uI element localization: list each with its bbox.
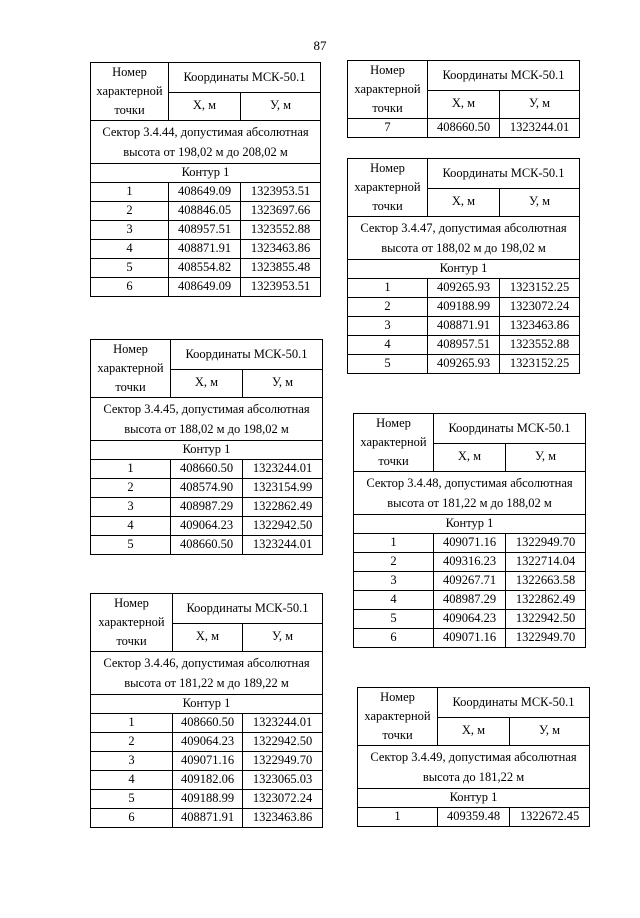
table-row [354, 572, 586, 591]
contour-caption: Контур 1 [91, 164, 321, 183]
x-value: 409316.23 [434, 553, 506, 572]
y-value: 1323244.01 [500, 119, 580, 138]
y-value: 1323953.51 [241, 183, 321, 202]
x-value: 409267.71 [434, 572, 506, 591]
x-header: X, м [169, 92, 241, 120]
x-value: 409265.93 [428, 279, 500, 298]
coordinates-table-sector-3-4-49 [357, 687, 590, 827]
point-number: 1 [91, 183, 169, 202]
y-value: 1322862.49 [243, 498, 323, 517]
point-number: 4 [348, 336, 428, 355]
coordinates-table-sector-3-4-47 [347, 158, 580, 374]
y-value: 1323463.86 [241, 240, 321, 259]
contour-caption: Контур 1 [354, 515, 586, 534]
table-row [91, 460, 323, 479]
sector-caption: Сектор 3.4.48, допустимая абсолютная высота от 181,22 м до 188,02 м [354, 472, 586, 515]
coordinates-header: Координаты МСК-50.1 [173, 594, 323, 624]
sector-caption: Сектор 3.4.46, допустимая абсолютная высота от 181,22 м до 189,22 м [91, 652, 323, 695]
table-row [348, 119, 580, 138]
coordinates-header: Координаты МСК-50.1 [171, 340, 323, 370]
coordinates-table-sector-3-4-46 [90, 593, 323, 828]
y-value: 1323855.48 [241, 259, 321, 278]
y-value: 1322663.58 [506, 572, 586, 591]
coordinates-header: Координаты МСК-50.1 [434, 414, 586, 444]
point-number: 2 [91, 479, 171, 498]
point-number: 2 [91, 202, 169, 221]
table-header-row [348, 159, 580, 189]
y-value: 1323065.03 [243, 771, 323, 790]
x-value: 408987.29 [434, 591, 506, 610]
point-number-header: Номер характерной точки [348, 159, 428, 217]
y-value: 1323152.25 [500, 279, 580, 298]
y-value: 1322942.50 [506, 610, 586, 629]
point-number: 4 [91, 240, 169, 259]
point-number: 1 [358, 808, 438, 827]
point-number: 3 [348, 317, 428, 336]
table-row [358, 808, 590, 827]
point-number: 2 [354, 553, 434, 572]
x-header: X, м [428, 90, 500, 118]
y-value: 1323154.99 [243, 479, 323, 498]
x-value: 409064.23 [173, 733, 243, 752]
point-number: 3 [91, 221, 169, 240]
y-value: 1323463.86 [243, 809, 323, 828]
x-value: 408660.50 [171, 460, 243, 479]
x-value: 409064.23 [171, 517, 243, 536]
table-header-row [358, 688, 590, 718]
y-value: 1322949.70 [506, 534, 586, 553]
table-row [91, 183, 321, 202]
table-row [91, 202, 321, 221]
coordinates-table-sector-3-4-44 [90, 62, 321, 297]
table-row [91, 517, 323, 536]
table-row [91, 259, 321, 278]
point-number: 5 [354, 610, 434, 629]
x-value: 408987.29 [171, 498, 243, 517]
y-value: 1323697.66 [241, 202, 321, 221]
table-row [91, 221, 321, 240]
y-header: У, м [500, 90, 580, 118]
point-number: 2 [91, 733, 173, 752]
table-row [354, 553, 586, 572]
table-header-row [348, 61, 580, 91]
point-number: 3 [354, 572, 434, 591]
y-value: 1322942.50 [243, 517, 323, 536]
table-row [91, 771, 323, 790]
x-value: 408660.50 [171, 536, 243, 555]
point-number: 6 [91, 278, 169, 297]
point-number: 6 [91, 809, 173, 828]
contour-caption: Контур 1 [358, 789, 590, 808]
y-header: У, м [243, 369, 323, 397]
table-row [91, 536, 323, 555]
x-value: 408846.05 [169, 202, 241, 221]
sector-caption: Сектор 3.4.45, допустимая абсолютная высота от 188,02 м до 198,02 м [91, 398, 323, 441]
table-row [91, 479, 323, 498]
y-value: 1323244.01 [243, 460, 323, 479]
point-number: 5 [91, 790, 173, 809]
sector-caption: Сектор 3.4.47, допустимая абсолютная высота от 188,02 м до 198,02 м [348, 217, 580, 260]
x-header: X, м [171, 369, 243, 397]
table-row [348, 298, 580, 317]
table-row [354, 610, 586, 629]
table-row [91, 809, 323, 828]
table-row [348, 279, 580, 298]
point-number: 1 [91, 460, 171, 479]
y-value: 1322949.70 [506, 629, 586, 648]
point-number: 2 [348, 298, 428, 317]
x-value: 408957.51 [169, 221, 241, 240]
x-value: 408871.91 [173, 809, 243, 828]
table-row [354, 591, 586, 610]
sector-caption: Сектор 3.4.49, допустимая абсолютная высота до 181,22 м [358, 746, 590, 789]
table-header-row [354, 414, 586, 444]
y-value: 1323463.86 [500, 317, 580, 336]
x-value: 408649.09 [169, 183, 241, 202]
y-value: 1322862.49 [506, 591, 586, 610]
table-row [91, 498, 323, 517]
coordinates-table-continuation [347, 60, 580, 138]
y-value: 1323072.24 [243, 790, 323, 809]
table-header-row [91, 594, 323, 624]
table-row [91, 240, 321, 259]
y-value: 1322949.70 [243, 752, 323, 771]
point-number: 7 [348, 119, 428, 138]
sector-caption: Сектор 3.4.44, допустимая абсолютная высота от 198,02 м до 208,02 м [91, 121, 321, 164]
x-header: X, м [428, 188, 500, 216]
table-row [91, 733, 323, 752]
x-value: 408574.90 [171, 479, 243, 498]
point-number: 5 [91, 536, 171, 555]
x-value: 409071.16 [434, 534, 506, 553]
table-row [348, 355, 580, 374]
y-header: У, м [506, 443, 586, 471]
coordinates-header: Координаты МСК-50.1 [428, 61, 580, 91]
point-number: 3 [91, 752, 173, 771]
y-value: 1323953.51 [241, 278, 321, 297]
coordinates-header: Координаты МСК-50.1 [428, 159, 580, 189]
point-number: 6 [354, 629, 434, 648]
table-header-row [91, 340, 323, 370]
table-row [354, 629, 586, 648]
point-number: 5 [91, 259, 169, 278]
point-number-header: Номер характерной точки [91, 63, 169, 121]
point-number-header: Номер характерной точки [91, 340, 171, 398]
y-value: 1322672.45 [510, 808, 590, 827]
table-row [91, 714, 323, 733]
point-number-header: Номер характерной точки [358, 688, 438, 746]
x-value: 409265.93 [428, 355, 500, 374]
page-number: 87 [313, 38, 327, 53]
point-number: 4 [91, 771, 173, 790]
y-header: У, м [500, 188, 580, 216]
contour-caption: Контур 1 [91, 441, 323, 460]
x-value: 408660.50 [173, 714, 243, 733]
x-header: X, м [434, 443, 506, 471]
x-value: 408957.51 [428, 336, 500, 355]
point-number-header: Номер характерной точки [354, 414, 434, 472]
y-header: У, м [243, 623, 323, 651]
x-value: 408660.50 [428, 119, 500, 138]
y-value: 1322942.50 [243, 733, 323, 752]
contour-caption: Контур 1 [91, 695, 323, 714]
y-value: 1323072.24 [500, 298, 580, 317]
x-value: 408871.91 [428, 317, 500, 336]
point-number: 4 [354, 591, 434, 610]
point-number: 1 [348, 279, 428, 298]
x-header: X, м [173, 623, 243, 651]
x-value: 409182.06 [173, 771, 243, 790]
table-row [91, 752, 323, 771]
table-row [91, 790, 323, 809]
y-header: У, м [510, 717, 590, 745]
table-row [348, 317, 580, 336]
x-value: 408871.91 [169, 240, 241, 259]
coordinates-header: Координаты МСК-50.1 [169, 63, 321, 93]
coordinates-header: Координаты МСК-50.1 [438, 688, 590, 718]
y-value: 1323552.88 [500, 336, 580, 355]
x-header: X, м [438, 717, 510, 745]
x-value: 409071.16 [434, 629, 506, 648]
point-number: 1 [354, 534, 434, 553]
y-value: 1323552.88 [241, 221, 321, 240]
x-value: 409064.23 [434, 610, 506, 629]
table-row [354, 534, 586, 553]
y-value: 1323244.01 [243, 714, 323, 733]
x-value: 408554.82 [169, 259, 241, 278]
x-value: 408649.09 [169, 278, 241, 297]
point-number: 5 [348, 355, 428, 374]
y-value: 1323152.25 [500, 355, 580, 374]
x-value: 409188.99 [428, 298, 500, 317]
y-value: 1322714.04 [506, 553, 586, 572]
coordinates-table-sector-3-4-45 [90, 339, 323, 555]
point-number-header: Номер характерной точки [91, 594, 173, 652]
table-header-row [91, 63, 321, 93]
x-value: 409188.99 [173, 790, 243, 809]
y-header: У, м [241, 92, 321, 120]
point-number: 4 [91, 517, 171, 536]
coordinates-table-sector-3-4-48 [353, 413, 586, 648]
x-value: 409359.48 [438, 808, 510, 827]
point-number: 3 [91, 498, 171, 517]
x-value: 409071.16 [173, 752, 243, 771]
y-value: 1323244.01 [243, 536, 323, 555]
table-row [348, 336, 580, 355]
contour-caption: Контур 1 [348, 260, 580, 279]
table-row [91, 278, 321, 297]
point-number-header: Номер характерной точки [348, 61, 428, 119]
point-number: 1 [91, 714, 173, 733]
